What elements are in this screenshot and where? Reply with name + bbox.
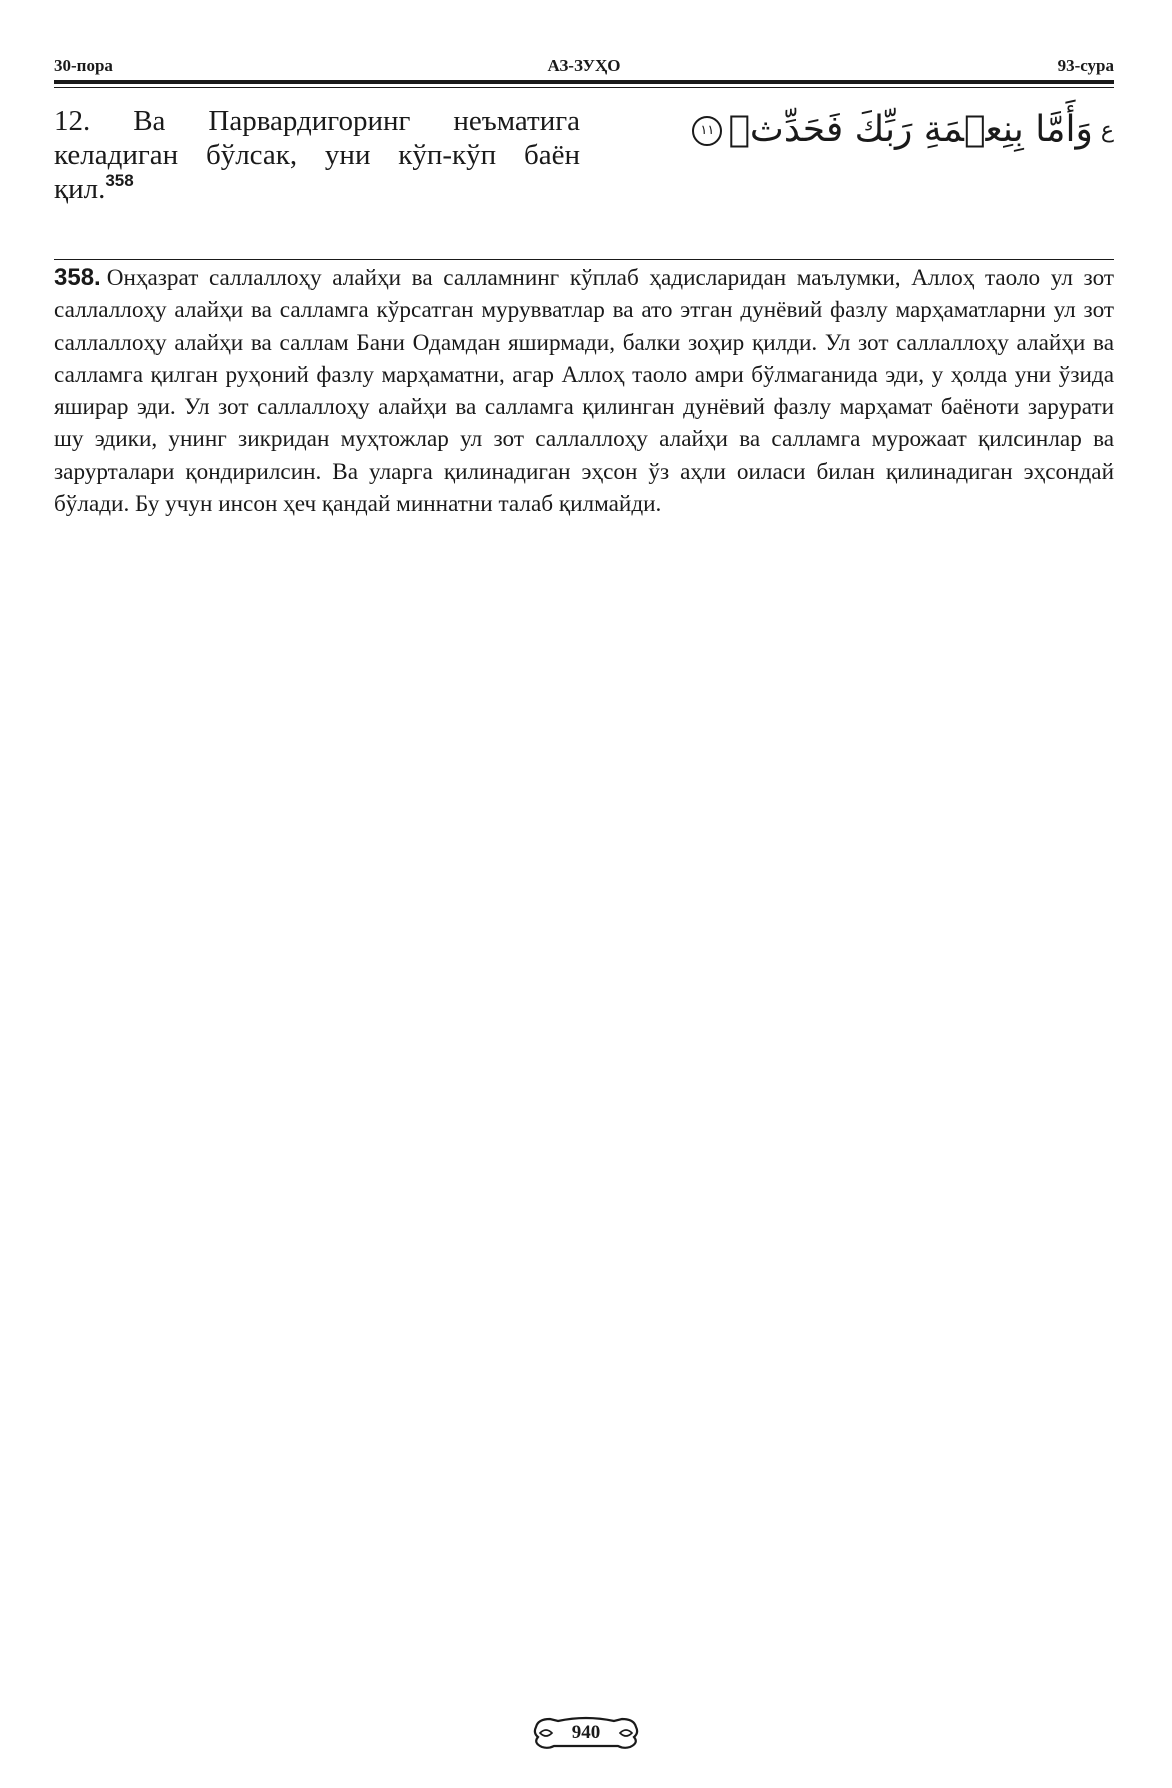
footnote <box>54 262 1114 520</box>
ayah-number-marker: ١١ <box>692 116 722 146</box>
verse-translation-text: 12. Ва Парвардигоринг неъматига келадиган бўлсак, уни кўп-кўп баён қил. <box>54 105 580 205</box>
verse-translation <box>54 104 580 206</box>
page-number: 940 <box>571 1722 601 1743</box>
page-header <box>54 54 1114 78</box>
header-rule-thick <box>54 80 1114 84</box>
arabic-verse-text: وَأَمَّا بِنِعۡمَةِ رَبِّكَ فَحَدِّثۡ <box>728 109 1093 150</box>
verse-arabic <box>660 100 1114 180</box>
footnote-reference: 358 <box>105 171 134 190</box>
header-rule-thin <box>54 87 1114 88</box>
ruku-mark: ع <box>1100 118 1114 143</box>
footnote-text: Онҳазрат саллаллоҳу алайҳи ва салламнинг кўплаб ҳадисларидан маълумки, Аллоҳ таоло ул зот саллаллоҳу алайҳи ва салламга кўрсатган мурувватлар ва ато этган дунёвий фазлу марҳаматларни ул зот саллаллоҳу алайҳи ва саллам Бани Одамдан яширмади, балки зоҳир қилди. Ул зот саллаллоҳу алайҳи ва салламга қилган руҳоний фазлу марҳаматни, агар Аллоҳ таоло амри бўлмаганида эди, у ҳолда уни ўзида яширар эди. Ул зот саллаллоҳу алайҳи ва салламга қилинган дунёвий фазлу марҳамат баёноти зарурати шу эдики, унинг зикридан муҳтожлар ул зот саллаллоҳу алайҳи ва салламга мурожаат қилсинлар ва зарурталари қондирилсин. Ва уларга қилинадиган эҳсон ўз аҳли оиласи билан қилинадиган эҳсондай бўлади. Бу учун инсон ҳеч қандай миннатни талаб қилмайди. <box>54 265 1114 518</box>
surah-title: АЗ-ЗУҲО <box>547 56 621 75</box>
page-number-ornament <box>530 1713 642 1753</box>
surah-number-label: 93-сура <box>1057 56 1114 75</box>
footnote-number: 358. <box>54 264 101 291</box>
juz-label: 30-пора <box>54 56 113 75</box>
footnote-divider <box>54 259 1114 260</box>
